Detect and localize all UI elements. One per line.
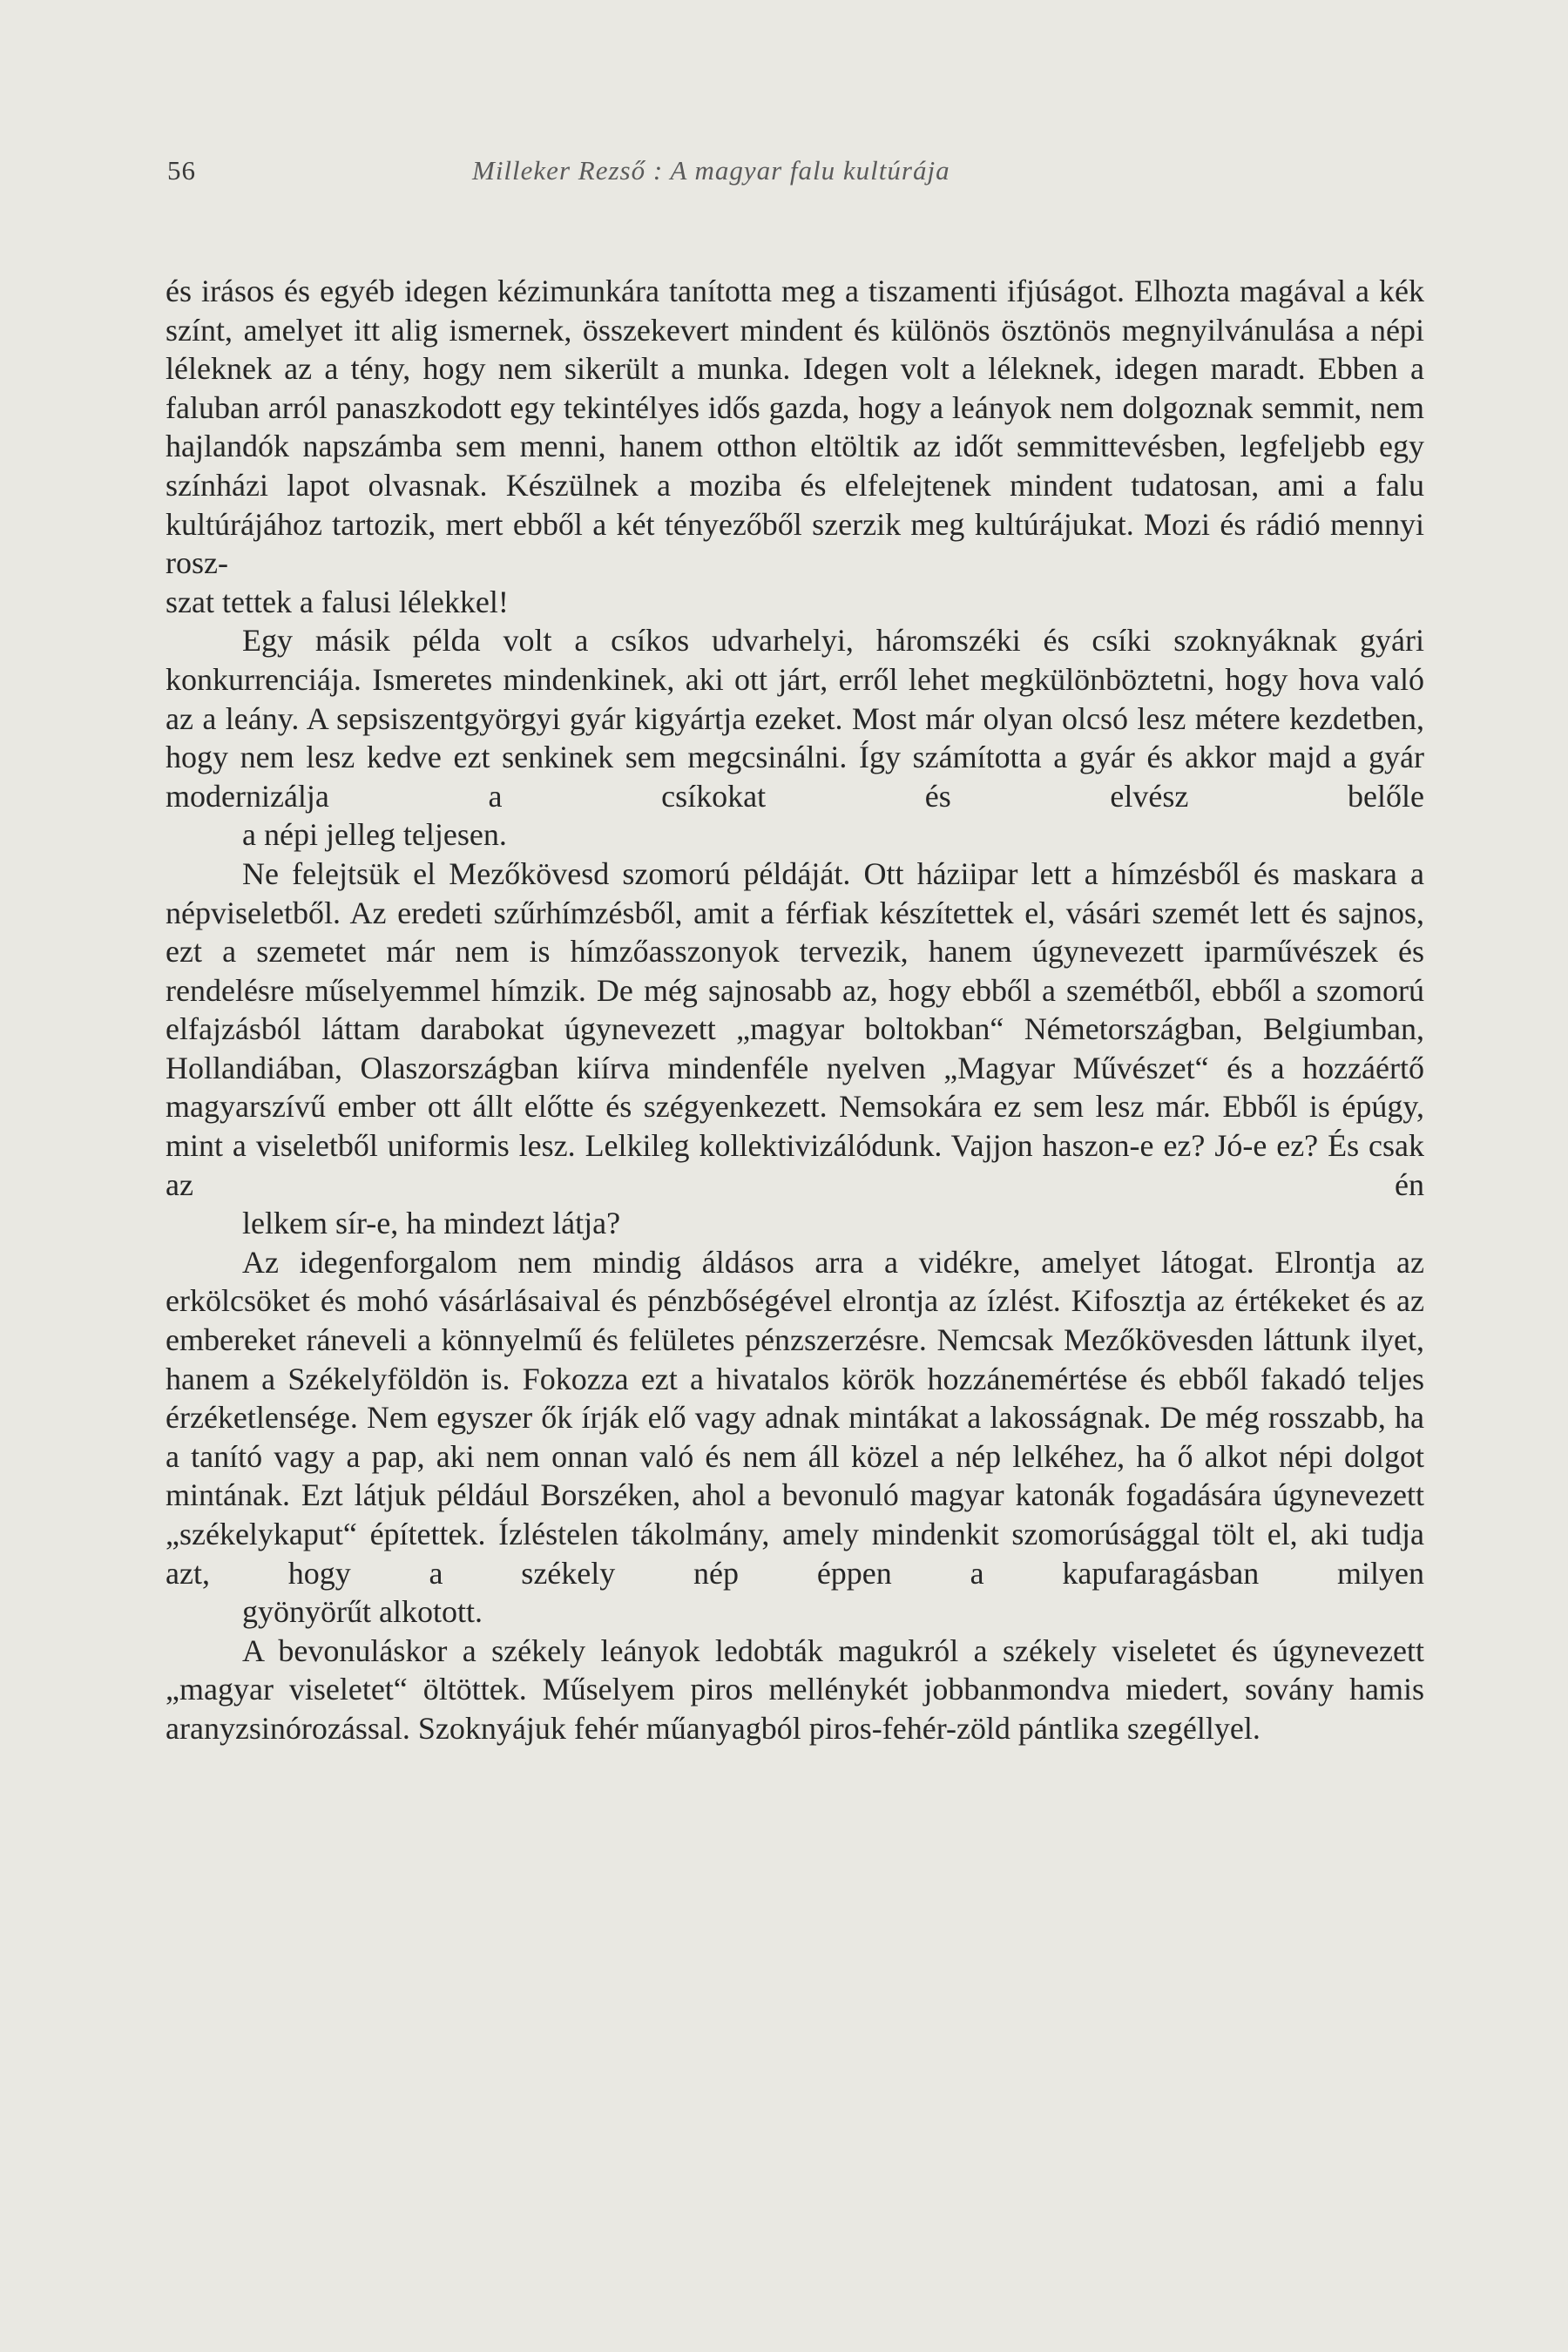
paragraph-3-last-line: lelkem sír-e, ha mindezt látja? xyxy=(242,1206,621,1241)
running-header xyxy=(167,155,1426,197)
paragraph-2 xyxy=(166,621,1424,855)
paragraph-5 xyxy=(166,1632,1424,1748)
paragraph-3-text: Ne felejtsük el Mezőkövesd szomorú példáját. Ott háziipar lett a hímzésből és maskara a népviseletből. Az eredeti szűrhímzésből, amit a férfiak készítettek el, vásári szemét lett és sajnos, ezt a szemetet már nem is hímzőasszonyok tervezik, hanem úgynevezett iparművészek és rendelésre műselyemmel hímzik. De még sajnosabb az, hogy ebből a szemétből, ebből a szomorú elfajzásból láttam darabokat úgynevezett „magyar boltokban“ Németországban, Belgiumban, Hollandiában, Olaszországban kiírva mindenféle nyelven „Magyar Művészet“ és a hozzáértő magyarszívű ember ott állt előtte és szégyenkezett. Nemsokára ez sem lesz már. Ebből is épúgy, mint a viseletből uniformis lesz. Lelkileg kollektivizálódunk. Vajjon haszon-e ez? Jó-e ez? És csak az én xyxy=(166,855,1424,1202)
paragraph-4-last-line: gyönyörűt alkotott. xyxy=(242,1594,483,1630)
paragraph-1-last-line: szat tettek a falusi lélekkel! xyxy=(166,584,509,619)
running-title: Milleker Rezső : A magyar falu kultúrája xyxy=(472,155,950,186)
paragraph-2-last-line: a népi jelleg teljesen. xyxy=(242,817,507,853)
paragraph-1-text: és irásos és egyéb idegen kézimunkára tanította meg a tiszamenti ifjúságot. Elhozta magával a kék színt, amelyet itt alig ismernek, összekevert mindent és különös ösztönös megnyilvánulása a népi léleknek az a tény, hogy nem sikerült a munka. Idegen volt a léleknek, idegen maradt. Ebben a faluban arról panaszkodott egy tekintélyes idős gazda, hogy a leányok nem dolgoznak semmit, nem hajlandók napszámba sem menni, hanem otthon eltöltik az időt semmittevésben, legfeljebb egy színházi lapot olvasnak. Készülnek a moziba és elfelejtenek mindent tudatosan, ami a falu kultúrájához tartozik, mert ebből a két tényezőből szerzik meg kultúrájukat. Mozi és rádió mennyi rosz- xyxy=(166,274,1424,581)
paragraph-2-text: Egy másik példa volt a csíkos udvarhelyi, háromszéki és csíki szoknyáknak gyári konkurrenciája. Ismeretes mindenkinek, aki ott járt, erről lehet megkülönböztetni, hogy hova való az a leány. A sepsiszentgyörgyi gyár kigyártja ezeket. Most már olyan olcsó lesz métere kezdetben, hogy nem lesz kedve ezt senkinek sem megcsinálni. Így számította a gyár és akkor majd a gyár modernizálja a csíkokat és elvész belőle xyxy=(166,623,1424,814)
paragraph-1 xyxy=(166,272,1424,621)
page-number: 56 xyxy=(167,155,196,186)
paragraph-5-text: A bevonuláskor a székely leányok ledobták magukról a székely viseletet és úgynevezett „magyar viseletet“ öltöttek. Műselyem piros mellénykét jobbanmondva miedert, sovány hamis aranyzsinórozással. Szoknyájuk fehér műanyagból piros-fehér-zöld pántlika szegéllyel. xyxy=(166,1632,1424,1746)
paragraph-4-text: Az idegenforgalom nem mindig áldásos arra a vidékre, amelyet látogat. Elrontja az erkölcsöket és mohó vásárlásaival és pénzbőségével elrontja az ízlést. Kifosztja az értékeket és az embereket ráneveli a könnyelmű és felületes pénzszerzésre. Nemcsak Mezőkövesden láttunk ilyet, hanem a Székelyföldön is. Fokozza ezt a hivatalos körök hozzánemértése és ebből fakadó teljes érzéketlensége. Nem egyszer ők írják elő vagy adnak mintákat a lakosságnak. De még rosszabb, ha a tanító vagy a pap, aki nem onnan való és nem áll közel a nép lelkéhez, ha ő alkot népi dolgot mintának. Ezt látjuk például Borszéken, ahol a bevonuló magyar katonák fogadására úgynevezett „székelykaput“ építettek. Ízléstelen tákolmány, amely mindenkit szomorúsággal tölt el, aki tudja azt, hogy a székely nép éppen a kapufaragásban milyen xyxy=(166,1244,1424,1591)
body-text xyxy=(166,272,1424,1748)
paragraph-4 xyxy=(166,1243,1424,1632)
paragraph-3 xyxy=(166,855,1424,1243)
